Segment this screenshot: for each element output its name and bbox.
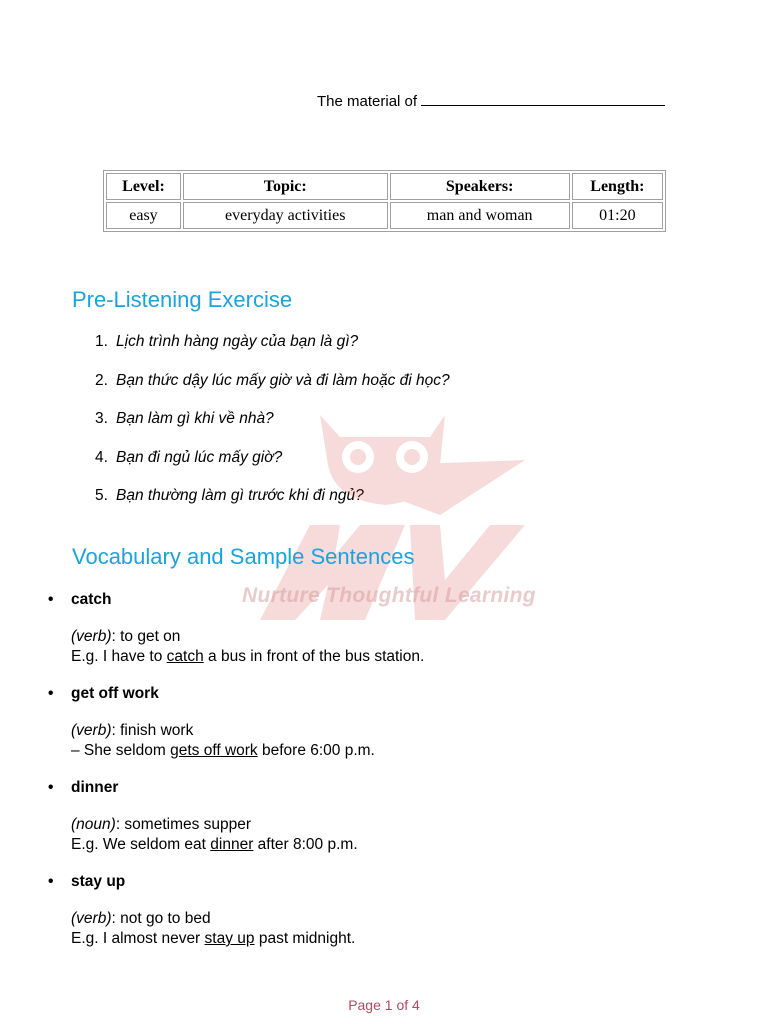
example-highlight: dinner [210, 836, 254, 853]
example-highlight: stay up [204, 930, 255, 947]
material-label: The material of [317, 93, 418, 110]
question-item [95, 410, 450, 449]
info-table-value-row [106, 202, 663, 229]
question-number: 5. [95, 487, 108, 504]
vocab-pos: (noun) [71, 816, 116, 833]
example-after: before 6:00 p.m. [257, 742, 375, 759]
vocab-term: dinner [71, 779, 119, 796]
vocab-term: get off work [71, 685, 159, 702]
vocab-term: catch [71, 591, 112, 608]
question-text: Lịch trình hàng ngày của bạn là gì? [116, 333, 359, 350]
vocab-entry-dinner [48, 778, 688, 855]
info-value-speakers: man and woman [390, 202, 570, 229]
vocab-meaning: : finish work [111, 722, 194, 739]
pre-listening-title: Pre-Listening Exercise [72, 287, 293, 312]
example-before: E.g. I have to [71, 648, 167, 665]
question-item [95, 372, 450, 411]
question-item [95, 449, 450, 488]
info-header-length: Length: [572, 173, 663, 200]
vocab-pos: (verb) [71, 910, 112, 927]
vocabulary-title: Vocabulary and Sample Sentences [72, 544, 415, 569]
example-before: E.g. We seldom eat [71, 836, 211, 853]
info-table [103, 170, 666, 232]
bullet-icon: • [48, 779, 54, 796]
vocab-definition [48, 815, 688, 855]
vocab-meaning: : sometimes supper [115, 816, 252, 833]
vocab-definition [48, 909, 688, 949]
question-text: Bạn đi ngủ lúc mấy giờ? [116, 448, 283, 466]
question-number: 1. [95, 333, 108, 350]
bullet-icon: • [48, 873, 54, 890]
info-header-topic: Topic: [183, 173, 388, 200]
watermark-text: Nurture Thoughtful Learning [242, 584, 536, 607]
info-value-level: easy [106, 202, 181, 229]
material-blank [421, 90, 665, 106]
question-number: 4. [95, 448, 108, 466]
vocab-meaning: : to get on [111, 628, 181, 645]
info-header-speakers: Speakers: [390, 173, 570, 200]
example-before: – She seldom [71, 742, 171, 759]
info-header-level: Level: [106, 173, 181, 200]
example-after: a bus in front of the bus station. [203, 648, 425, 665]
question-text: Bạn làm gì khi về nhà? [116, 410, 274, 427]
question-item [95, 333, 450, 372]
bullet-icon: • [48, 685, 54, 702]
example-highlight: catch [166, 648, 204, 665]
info-value-length: 01:20 [572, 202, 663, 229]
vocab-definition [48, 721, 688, 761]
question-text: Bạn thường làm gì trước khi đi ngủ? [116, 487, 364, 504]
vocab-pos: (verb) [71, 628, 112, 645]
vocab-pos: (verb) [71, 722, 112, 739]
question-number: 2. [95, 371, 108, 389]
question-item [95, 487, 450, 526]
example-highlight: gets off work [170, 742, 258, 759]
example-before: E.g. I almost never [71, 930, 205, 947]
vocab-entry-catch [48, 590, 688, 667]
info-table-header-row [106, 173, 663, 200]
vocab-entry-stay-up [48, 872, 688, 949]
vocab-term: stay up [71, 873, 126, 890]
vocab-meaning: : not go to bed [111, 910, 211, 927]
example-after: past midnight. [254, 930, 356, 947]
pre-listening-questions [95, 333, 450, 526]
vocab-definition [48, 627, 688, 667]
info-value-topic: everyday activities [183, 202, 388, 229]
material-line [317, 90, 665, 110]
question-text: Bạn thức dậy lúc mấy giờ và đi làm hoặc đi học? [116, 371, 450, 389]
question-number: 3. [95, 410, 108, 427]
vocab-entry-get-off-work [48, 684, 688, 761]
page-number: Page 1 of 4 [348, 997, 420, 1013]
example-after: after 8:00 p.m. [253, 836, 358, 853]
bullet-icon: • [48, 591, 54, 608]
